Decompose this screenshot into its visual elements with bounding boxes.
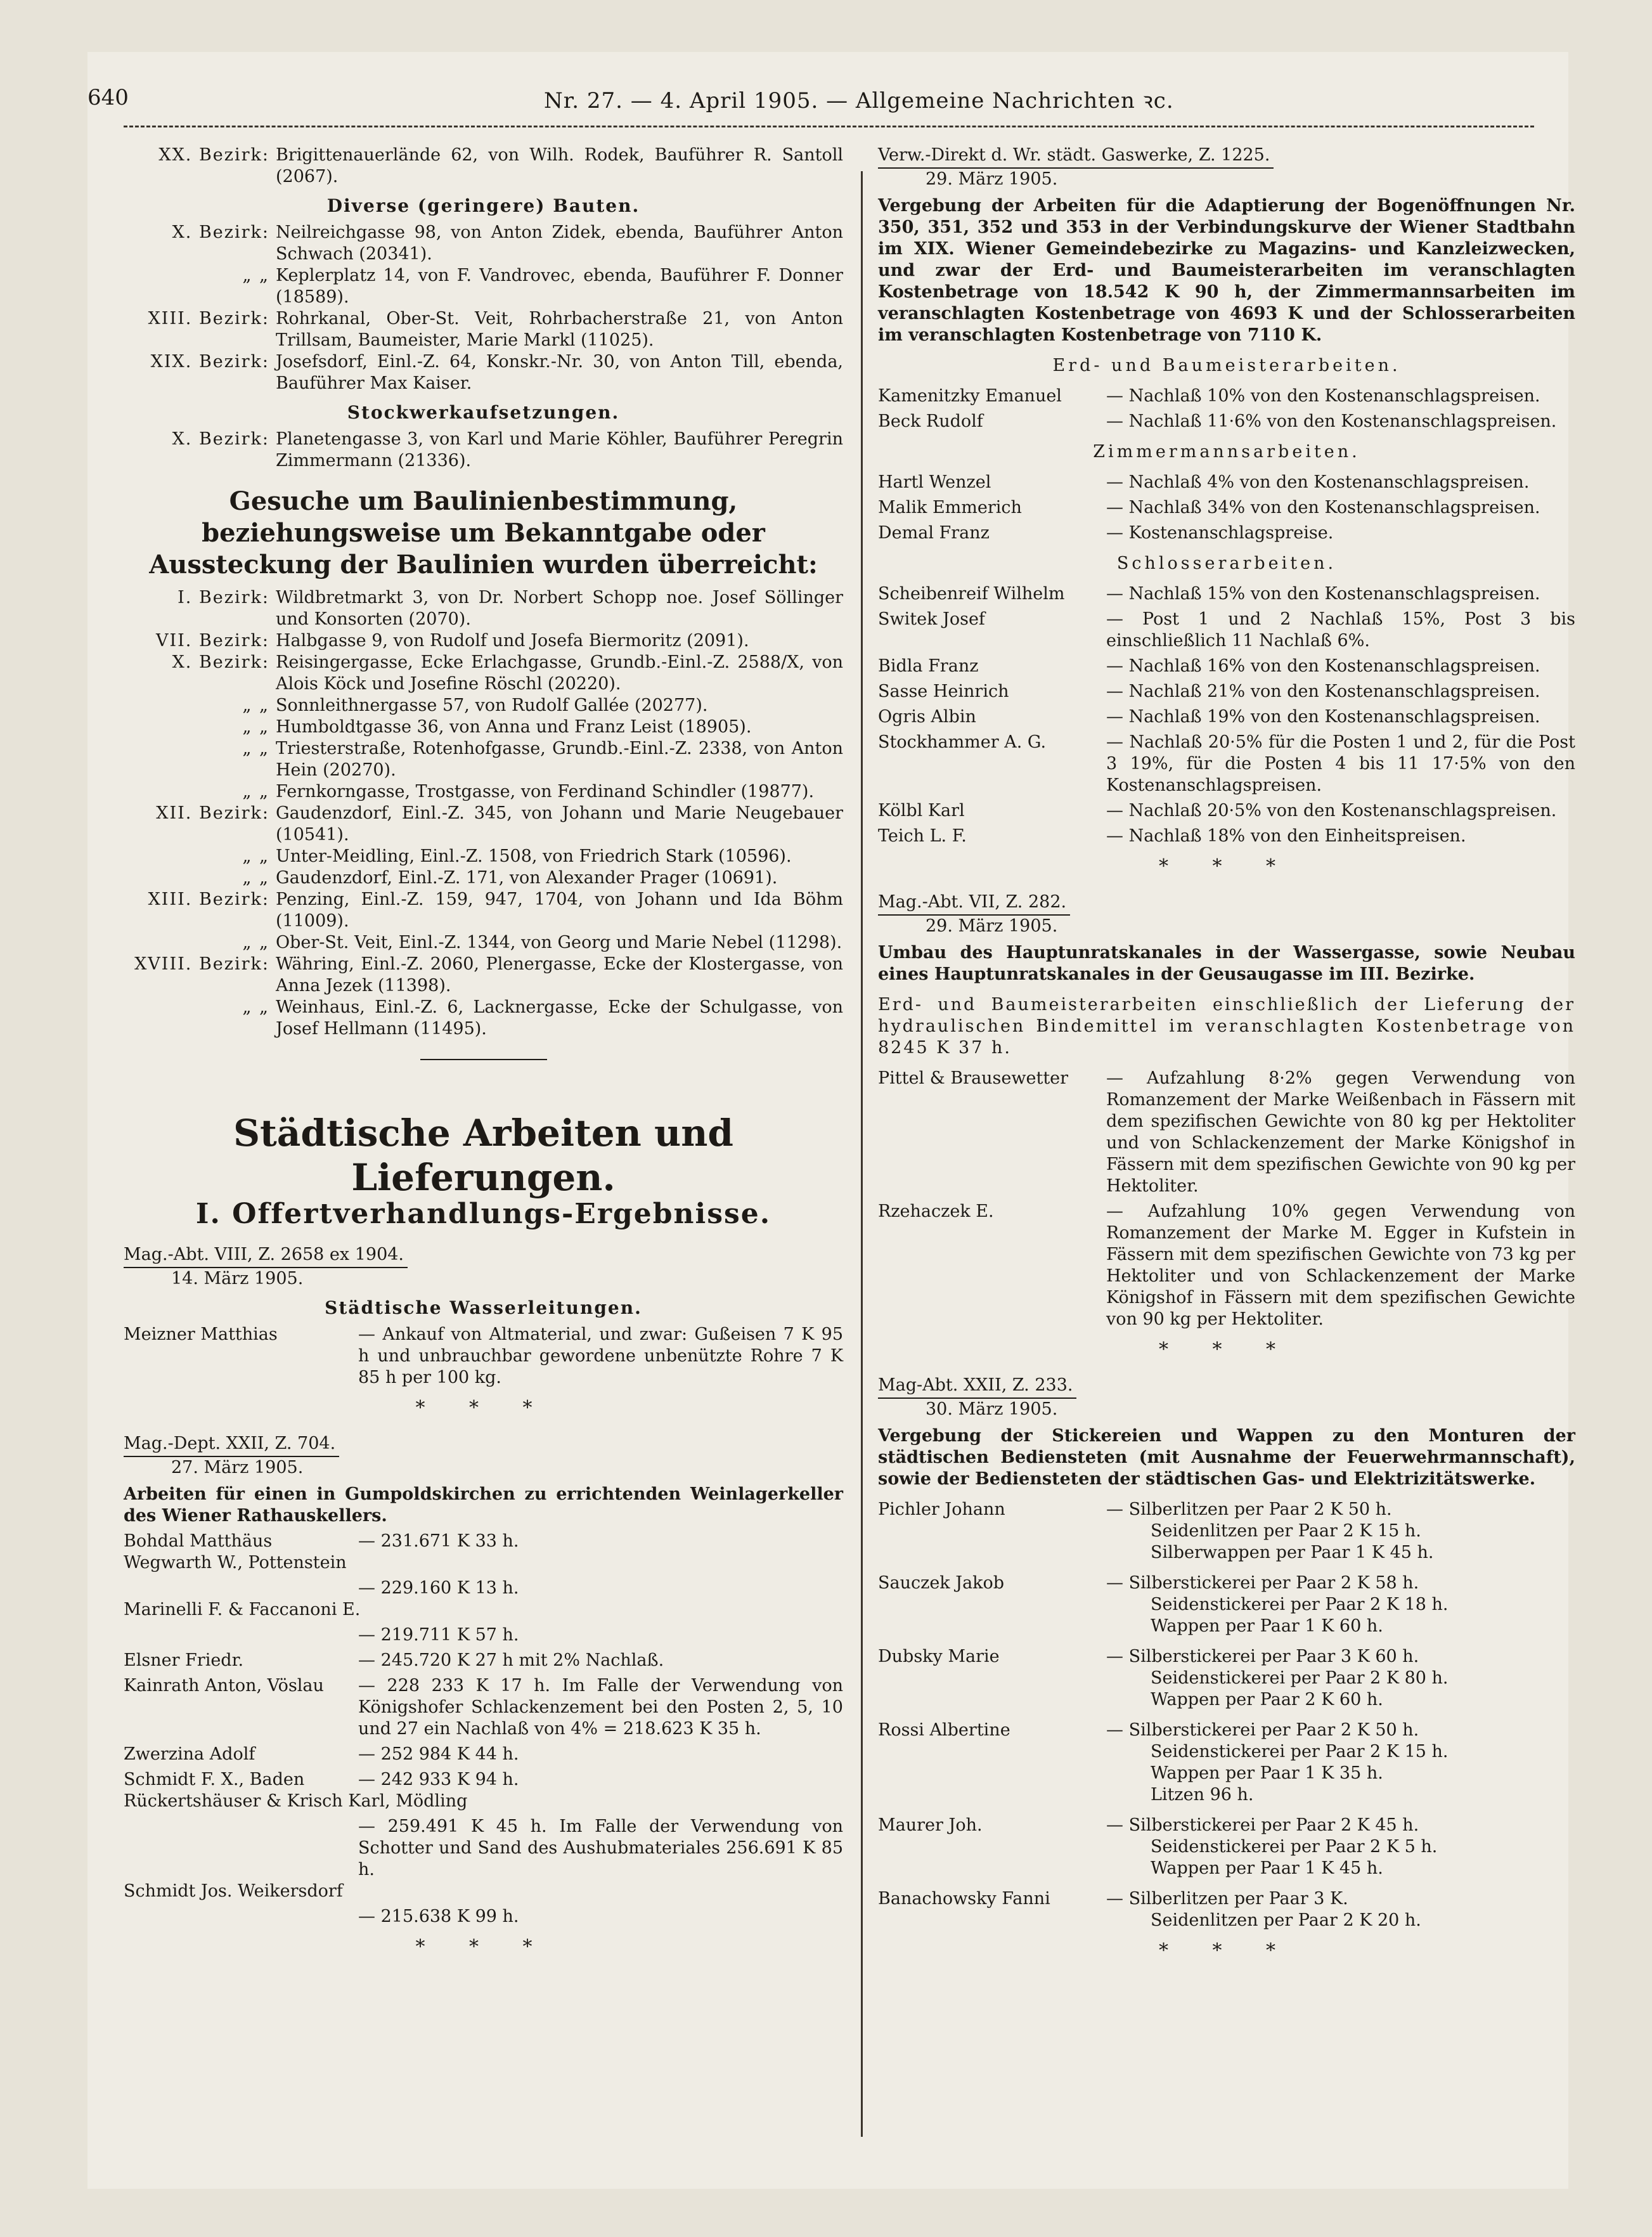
heading-gesuche: Gesuche um Baulinienbestimmung, beziehungsweise um Bekanntgabe oder Aussteckung der Baulinien wurden überreicht:	[149, 486, 818, 580]
offer-row	[878, 826, 1575, 847]
offer-row	[878, 609, 1575, 652]
offer-line: Wappen per Paar 1 K 35 h.	[1151, 1763, 1383, 1783]
bidder-name: Kainrath Anton, Vöslau	[124, 1676, 324, 1696]
offer-row	[124, 1531, 843, 1552]
bidder-name: Wegwarth W., Pottenstein	[124, 1553, 347, 1572]
offer-text: — Nachlaß 20·5% für die Posten 1 und 2, für die Post 3 19%, für die Posten 4 bis 11 17·5% von den Kostenanschlagspreisen.	[1106, 732, 1575, 795]
right-column	[878, 145, 1575, 1966]
offer-lines	[1106, 1720, 1575, 1806]
offer-line: Wappen per Paar 1 K 45 h.	[1151, 1858, 1383, 1878]
offer-row	[124, 1578, 843, 1599]
district-label: „ „	[242, 868, 269, 888]
section-wasserleitungen	[124, 1234, 843, 1389]
district-label: VII. Bezirk:	[155, 631, 269, 651]
separator-stars: * * *	[415, 1397, 552, 1419]
offer-row	[124, 1324, 843, 1389]
offer-text: — Post 1 und 2 Nachlaß 15%, Post 3 bis einschließlich 11 Nachlaß 6%.	[1106, 609, 1575, 651]
date-line: 29. März 1905.	[926, 169, 1058, 189]
offer-text: — 228 233 K 17 h. Im Falle der Verwendung von Königshofer Schlackenzement bei den Posten 2, 5, 10 und 27 ein Nachlaß von 4% = 218.623 K 35 h.	[358, 1676, 843, 1739]
block-gesuche	[124, 587, 843, 1040]
district-label: XII. Bezirk:	[156, 803, 269, 823]
block-stockwerk	[124, 429, 843, 472]
entry-row	[124, 429, 843, 472]
entry-row	[124, 222, 843, 265]
offer-row	[878, 583, 1575, 605]
offer-row	[878, 1646, 1575, 1711]
reference-number: Mag.-Abt. VII, Z. 282.	[878, 892, 1070, 916]
page-number: 640	[87, 85, 129, 110]
offer-row	[878, 1068, 1575, 1197]
bidder-name: Rückertshäuser & Krisch Karl, Mödling	[124, 1791, 468, 1811]
offer-text: — 215.638 K 99 h.	[358, 1907, 519, 1926]
district-label: „ „	[242, 782, 269, 801]
offer-text: — Nachlaß 34% von den Kostenanschlagspreisen.	[1106, 498, 1540, 517]
block-xx-bezirk	[124, 145, 843, 188]
entry-row	[124, 265, 843, 308]
entry-text: Brigittenauerlände 62, von Wilh. Rodek, Bauführer R. Santoll (2067).	[276, 145, 843, 186]
heading-offert: I. Offertverhandlungs-Ergebnisse.	[195, 1198, 771, 1230]
heading-staedtische: Städtische Arbeiten und Lieferungen.	[233, 1112, 733, 1199]
offer-line: Seidenstickerei per Paar 2 K 18 h.	[1151, 1595, 1449, 1614]
bidder-name: Ogris Albin	[878, 707, 976, 727]
offer-text: — Nachlaß 11·6% von den Kostenanschlagspreisen.	[1106, 412, 1557, 431]
offer-row	[878, 472, 1575, 493]
entry-text: Keplerplatz 14, von F. Vandrovec, ebenda, Bauführer F. Donner (18589).	[276, 266, 843, 307]
offer-text: — Nachlaß 20·5% von den Kostenanschlagspreisen.	[1106, 801, 1557, 820]
bidder-name: Hartl Wenzel	[878, 472, 991, 492]
bidder-name: Schmidt Jos. Weikersdorf	[124, 1881, 343, 1901]
offer-line: Wappen per Paar 1 K 60 h.	[1151, 1616, 1383, 1636]
offer-line: Seidenstickerei per Paar 2 K 80 h.	[1151, 1668, 1449, 1688]
offer-lines	[1106, 1572, 1575, 1637]
bidder-name	[124, 1816, 358, 1881]
entry-row	[124, 587, 843, 630]
entry-text: Rohrkanal, Ober-St. Veit, Rohrbacherstraße 21, von Anton Trillsam, Baumeister, Marie Markl (11025).	[276, 309, 843, 350]
offer-text: — 231.671 K 33 h.	[358, 1531, 519, 1551]
bidder-name	[124, 1578, 358, 1599]
entry-text: Weinhaus, Einl.-Z. 6, Lacknergasse, Ecke der Schulgasse, von Josef Hellmann (11495).	[276, 997, 843, 1039]
offer-line: Seidenstickerei per Paar 2 K 15 h.	[1151, 1742, 1449, 1761]
entry-text: Ober-St. Veit, Einl.-Z. 1344, von Georg und Marie Nebel (11298).	[276, 933, 842, 952]
entry-text: Währing, Einl.-Z. 2060, Plenergasse, Ecke der Klostergasse, von Anna Jezek (11398).	[276, 954, 843, 995]
offer-list	[878, 386, 1575, 432]
bidder-name: Bidla Franz	[878, 656, 979, 676]
offer-line: Wappen per Paar 2 K 60 h.	[1151, 1690, 1383, 1709]
date-line: 27. März 1905.	[171, 1458, 304, 1477]
bidder-name: Sauczek Jakob	[878, 1573, 1005, 1593]
offer-line: — Silberlitzen per Paar 3 K.	[1106, 1889, 1348, 1909]
entry-row	[124, 308, 843, 351]
offer-text: — 229.160 K 13 h.	[358, 1578, 519, 1598]
separator-stars: * * *	[1158, 1339, 1295, 1361]
district-label: XIX. Bezirk:	[150, 352, 269, 372]
entry-row	[124, 846, 843, 867]
bidder-name: Marinelli F. & Faccanoni E.	[124, 1600, 361, 1619]
offer-row	[124, 1816, 843, 1881]
entry-row	[124, 738, 843, 781]
offer-line: — Silberstickerei per Paar 2 K 50 h.	[1106, 1720, 1419, 1740]
district-label: I. Bezirk:	[177, 588, 269, 607]
offer-line: — Silberstickerei per Paar 2 K 45 h.	[1106, 1815, 1419, 1835]
entry-text: Sonnleithnergasse 57, von Rudolf Gallée (20277).	[276, 696, 708, 715]
entry-row	[124, 997, 843, 1040]
district-label: X. Bezirk:	[172, 652, 269, 672]
entry-text: Triesterstraße, Rotenhofgasse, Grundb.-Einl.-Z. 2338, von Anton Hein (20270).	[276, 739, 843, 780]
district-label: „ „	[242, 997, 269, 1017]
offer-row	[878, 1815, 1575, 1879]
bidder-name: Switek Josef	[878, 609, 985, 629]
section-weinlagerkeller	[124, 1423, 843, 1928]
offer-row	[878, 1201, 1575, 1330]
district-label: „ „	[242, 266, 269, 285]
offer-text: — Nachlaß 19% von den Kostenanschlagspreisen.	[1106, 707, 1540, 727]
heading-diverse: Diverse (geringere) Bauten.	[326, 195, 640, 216]
entry-row	[124, 867, 843, 889]
district-label: X. Bezirk:	[172, 223, 269, 242]
entry-row	[124, 630, 843, 652]
section-rule	[420, 1059, 547, 1060]
bidder-name: Bohdal Matthäus	[124, 1531, 273, 1551]
heading-stockwerk: Stockwerkaufsetzungen.	[347, 402, 620, 423]
offer-row	[878, 1499, 1575, 1564]
section-title: Vergebung der Stickereien und Wappen zu den Monturen der städtischen Bediensteten (mit Ausnahme der Feuerwehrmannschaft), sowie der Bediensteten der städtischen Gas- und Elektrizitätswerke.	[878, 1426, 1575, 1489]
offer-list	[878, 1068, 1575, 1330]
offer-line: — Silberstickerei per Paar 3 K 60 h.	[1106, 1647, 1419, 1666]
bidder-name: Maurer Joh.	[878, 1815, 983, 1835]
page-header	[87, 79, 1568, 117]
separator-stars: * * *	[1158, 1940, 1295, 1962]
offer-row	[878, 800, 1575, 822]
entry-text: Planetengasse 3, von Karl und Marie Köhler, Bauführer Peregrin Zimmermann (21336).	[276, 429, 843, 470]
entry-row	[124, 954, 843, 997]
bidder-name: Kölbl Karl	[878, 801, 965, 820]
entry-text: Halbgasse 9, von Rudolf und Josefa Biermoritz (2091).	[276, 631, 749, 651]
district-label: XIII. Bezirk:	[148, 309, 269, 328]
offer-row	[124, 1744, 843, 1765]
bidder-name: Teich L. F.	[878, 826, 967, 846]
section-title: Städtische Wasserleitungen.	[325, 1297, 642, 1318]
offer-text: — Kostenanschlagspreise.	[1106, 523, 1334, 543]
entry-text: Wildbretmarkt 3, von Dr. Norbert Schopp noe. Josef Söllinger und Konsorten (2070).	[276, 588, 843, 629]
offer-lines	[1106, 1646, 1575, 1711]
district-label: „ „	[242, 696, 269, 715]
section-stickereien	[878, 1365, 1575, 1931]
district-label: „ „	[242, 739, 269, 758]
offer-row	[878, 1888, 1575, 1931]
offer-row	[878, 411, 1575, 432]
separator-stars: * * *	[1158, 855, 1295, 878]
reference-number: Mag-Abt. XXII, Z. 233.	[878, 1375, 1076, 1399]
entry-row	[124, 695, 843, 716]
entry-row	[124, 351, 843, 394]
district-label: XVIII. Bezirk:	[134, 954, 269, 974]
offer-row	[124, 1675, 843, 1740]
district-label: „ „	[242, 846, 269, 866]
section-hauptunratskanal	[878, 881, 1575, 1330]
offer-row	[878, 497, 1575, 519]
offer-row	[878, 732, 1575, 796]
reference-number: Verw.-Direkt d. Wr. städt. Gaswerke, Z. 1225.	[878, 145, 1274, 169]
offer-text: — Aufzahlung 10% gegen Verwendung von Romanzement der Marke M. Egger in Kufstein in Fässern mit dem spezifischen Gewichte von 73 kg per Hektoliter und von Schlackenzement der Marke Königshof in Fässern mit dem spezifischen Gewichte von 90 kg per Hektoliter.	[1106, 1202, 1575, 1329]
bidder-name: Pittel & Brausewetter	[878, 1068, 1069, 1088]
separator-stars: * * *	[415, 1936, 552, 1958]
entry-row	[124, 145, 843, 188]
header-divider	[124, 126, 1534, 127]
district-label: X. Bezirk:	[172, 429, 269, 449]
offer-text: — Nachlaß 10% von den Kostenanschlagspreisen.	[1106, 386, 1540, 406]
offer-row	[878, 1572, 1575, 1637]
reference-number: Mag.-Dept. XXII, Z. 704.	[124, 1433, 339, 1457]
section-title: Arbeiten für einen in Gumpoldskirchen zu errichtenden Weinlagerkeller des Wiener Rathauskellers.	[124, 1484, 843, 1526]
bidder-name: Dubsky Marie	[878, 1647, 1000, 1666]
entry-text: Neilreichgasse 98, von Anton Zidek, ebenda, Bauführer Anton Schwach (20341).	[276, 223, 843, 264]
entry-text: Gaudenzdorf, Einl.-Z. 345, von Johann und Marie Neugebauer (10541).	[276, 803, 843, 845]
bidder-name: Meizner Matthias	[124, 1325, 278, 1344]
block-diverse	[124, 222, 843, 394]
entry-row	[124, 781, 843, 803]
page-title: Nr. 27. — 4. April 1905. — Allgemeine Nachrichten ꝛc.	[544, 88, 1174, 113]
offer-row	[124, 1650, 843, 1671]
offer-row	[878, 656, 1575, 677]
offer-line: — Silberstickerei per Paar 2 K 58 h.	[1106, 1573, 1419, 1593]
bidder-name: Demal Franz	[878, 523, 990, 543]
section-title: Vergebung der Arbeiten für die Adaptierung der Bogenöffnungen Nr. 350, 351, 352 und 353 in der Verbindungskurve der Wiener Stadtbahn im XIX. Wiener Gemeindebezirke zu Magazins- und Kanzleizwecken, und zwar der Erd- und Baumeisterarbeiten im veranschlagten Kostenbetrage von 18.542 K 90 h, der Zimmermannsarbeiten im veranschlagten Kostenbetrage von 4693 K und der Schlosserarbeiten im veranschlagten Kostenbetrage von 7110 K.	[878, 196, 1575, 345]
bidder-name: Sasse Heinrich	[878, 682, 1009, 701]
offer-row	[878, 1720, 1575, 1806]
offer-list	[878, 1499, 1575, 1931]
bidder-name	[124, 1624, 358, 1646]
district-label: „ „	[242, 717, 269, 737]
offer-row	[878, 681, 1575, 703]
offer-text: — 219.711 K 57 h.	[358, 1625, 519, 1645]
offer-text: — 252 984 K 44 h.	[358, 1744, 519, 1764]
entry-text: Reisingergasse, Ecke Erlachgasse, Grundb.-Einl.-Z. 2588/X, von Alois Köck und Josefine Röschl (20220).	[276, 652, 843, 694]
bidder-name	[124, 1906, 358, 1928]
offer-text: — Ankauf von Altmaterial, und zwar: Gußeisen 7 K 95 h und unbrauchbar gewordene unbenützte Rohre 7 K 85 h per 100 kg.	[358, 1325, 843, 1387]
bidder-name: Banachowsky Fanni	[878, 1889, 1050, 1909]
group-title: Schlosserarbeiten.	[1116, 554, 1337, 573]
offer-list	[878, 472, 1575, 544]
entry-row	[124, 716, 843, 738]
bidder-name: Rzehaczek E.	[878, 1202, 994, 1221]
offer-line: Seidenlitzen per Paar 2 K 15 h.	[1151, 1521, 1421, 1541]
offer-text: — Nachlaß 16% von den Kostenanschlagspreisen.	[1106, 656, 1540, 676]
entry-text: Penzing, Einl.-Z. 159, 947, 1704, von Johann und Ida Böhm (11009).	[276, 890, 843, 931]
offer-text: — Aufzahlung 8·2% gegen Verwendung von Romanzement der Marke Weißenbach in Fässern mit dem spezifischen Gewichte von 80 kg per Hektoliter und von Schlackenzement der Marke Königshof in Fässern mit dem spezifischen Gewichte von 90 kg per Hektoliter.	[1106, 1068, 1575, 1196]
entry-text: Fernkorngasse, Trostgasse, von Ferdinand Schindler (19877).	[276, 782, 815, 801]
bidder-name: Rossi Albertine	[878, 1720, 1010, 1740]
entry-text: Unter-Meidling, Einl.-Z. 1508, von Friedrich Stark (10596).	[276, 846, 792, 866]
offer-line: Seidenlitzen per Paar 2 K 20 h.	[1151, 1910, 1421, 1930]
offer-line: Silberwappen per Paar 1 K 45 h.	[1151, 1543, 1434, 1562]
bidder-name: Pichler Johann	[878, 1500, 1005, 1519]
section-subtitle: Erd- und Baumeisterarbeiten einschließlich der Lieferung der hydraulischen Bindemittel im veranschlagten Kostenbetrage von 8245 K 37 h.	[878, 995, 1575, 1058]
bidder-name: Schmidt F. X., Baden	[124, 1770, 305, 1789]
offer-row	[124, 1624, 843, 1646]
entry-row	[124, 889, 843, 932]
entry-row	[124, 652, 843, 695]
section-gaswerke	[878, 145, 1575, 847]
offer-text: — 242 933 K 94 h.	[358, 1770, 519, 1789]
date-line: 30. März 1905.	[926, 1399, 1058, 1419]
offer-text: — Nachlaß 18% von den Einheitspreisen.	[1106, 826, 1466, 846]
offer-line: Litzen 96 h.	[1151, 1785, 1254, 1805]
offer-text: — 259.491 K 45 h. Im Falle der Verwendung von Schotter und Sand des Aushubmateriales 256.691 K 85 h.	[358, 1817, 843, 1879]
offer-list	[124, 1324, 843, 1389]
date-line: 29. März 1905.	[926, 916, 1058, 936]
column-divider	[861, 171, 863, 2137]
offer-text: — Nachlaß 15% von den Kostenanschlagspreisen.	[1106, 584, 1540, 604]
group-title: Erd- und Baumeisterarbeiten.	[1052, 356, 1401, 375]
group-title: Zimmermannsarbeiten.	[1093, 442, 1360, 462]
entry-text: Gaudenzdorf, Einl.-Z. 171, von Alexander Prager (10691).	[276, 868, 778, 888]
reference-number: Mag.-Abt. VIII, Z. 2658 ex 1904.	[124, 1244, 408, 1268]
district-label: XX. Bezirk:	[158, 145, 269, 165]
offer-row	[878, 522, 1575, 544]
offer-text: — Nachlaß 4% von den Kostenanschlagspreisen.	[1106, 472, 1530, 492]
district-label: XIII. Bezirk:	[148, 890, 269, 909]
offer-text: — Nachlaß 21% von den Kostenanschlagspreisen.	[1106, 682, 1540, 701]
offer-row	[124, 1906, 843, 1928]
offer-line: Seidenstickerei per Paar 2 K 5 h.	[1151, 1837, 1438, 1857]
offer-row	[878, 386, 1575, 407]
offer-row	[124, 1769, 843, 1791]
offer-line: — Silberlitzen per Paar 2 K 50 h.	[1106, 1500, 1392, 1519]
district-label: „ „	[242, 933, 269, 952]
entry-row	[124, 932, 843, 954]
entry-text: Josefsdorf, Einl.-Z. 64, Konskr.-Nr. 30, von Anton Till, ebenda, Bauführer Max Kaiser.	[276, 352, 843, 393]
bidder-name: Scheibenreif Wilhelm	[878, 584, 1065, 604]
date-line: 14. März 1905.	[171, 1269, 304, 1288]
offer-lines	[1106, 1499, 1575, 1564]
offer-lines	[1106, 1888, 1575, 1931]
offer-list	[878, 583, 1575, 847]
offer-text: — 245.720 K 27 h mit 2% Nachlaß.	[358, 1650, 664, 1670]
offer-lines	[1106, 1815, 1575, 1879]
bidder-name: Malik Emmerich	[878, 498, 1022, 517]
bidder-name: Kamenitzky Emanuel	[878, 386, 1062, 406]
entry-row	[124, 803, 843, 846]
offer-row	[878, 706, 1575, 728]
section-title: Umbau des Hauptunratskanales in der Wassergasse, sowie Neubau eines Hauptunratskanales in der Geusaugasse im III. Bezirke.	[878, 943, 1575, 984]
entry-text: Humboldtgasse 36, von Anna und Franz Leist (18905).	[276, 717, 752, 737]
bidder-name: Beck Rudolf	[878, 412, 983, 431]
offer-list	[124, 1531, 843, 1928]
bidder-name: Elsner Friedr.	[124, 1650, 244, 1670]
bidder-name: Zwerzina Adolf	[124, 1744, 255, 1764]
left-column	[124, 145, 843, 1962]
bidder-name: Stockhammer A. G.	[878, 732, 1047, 752]
